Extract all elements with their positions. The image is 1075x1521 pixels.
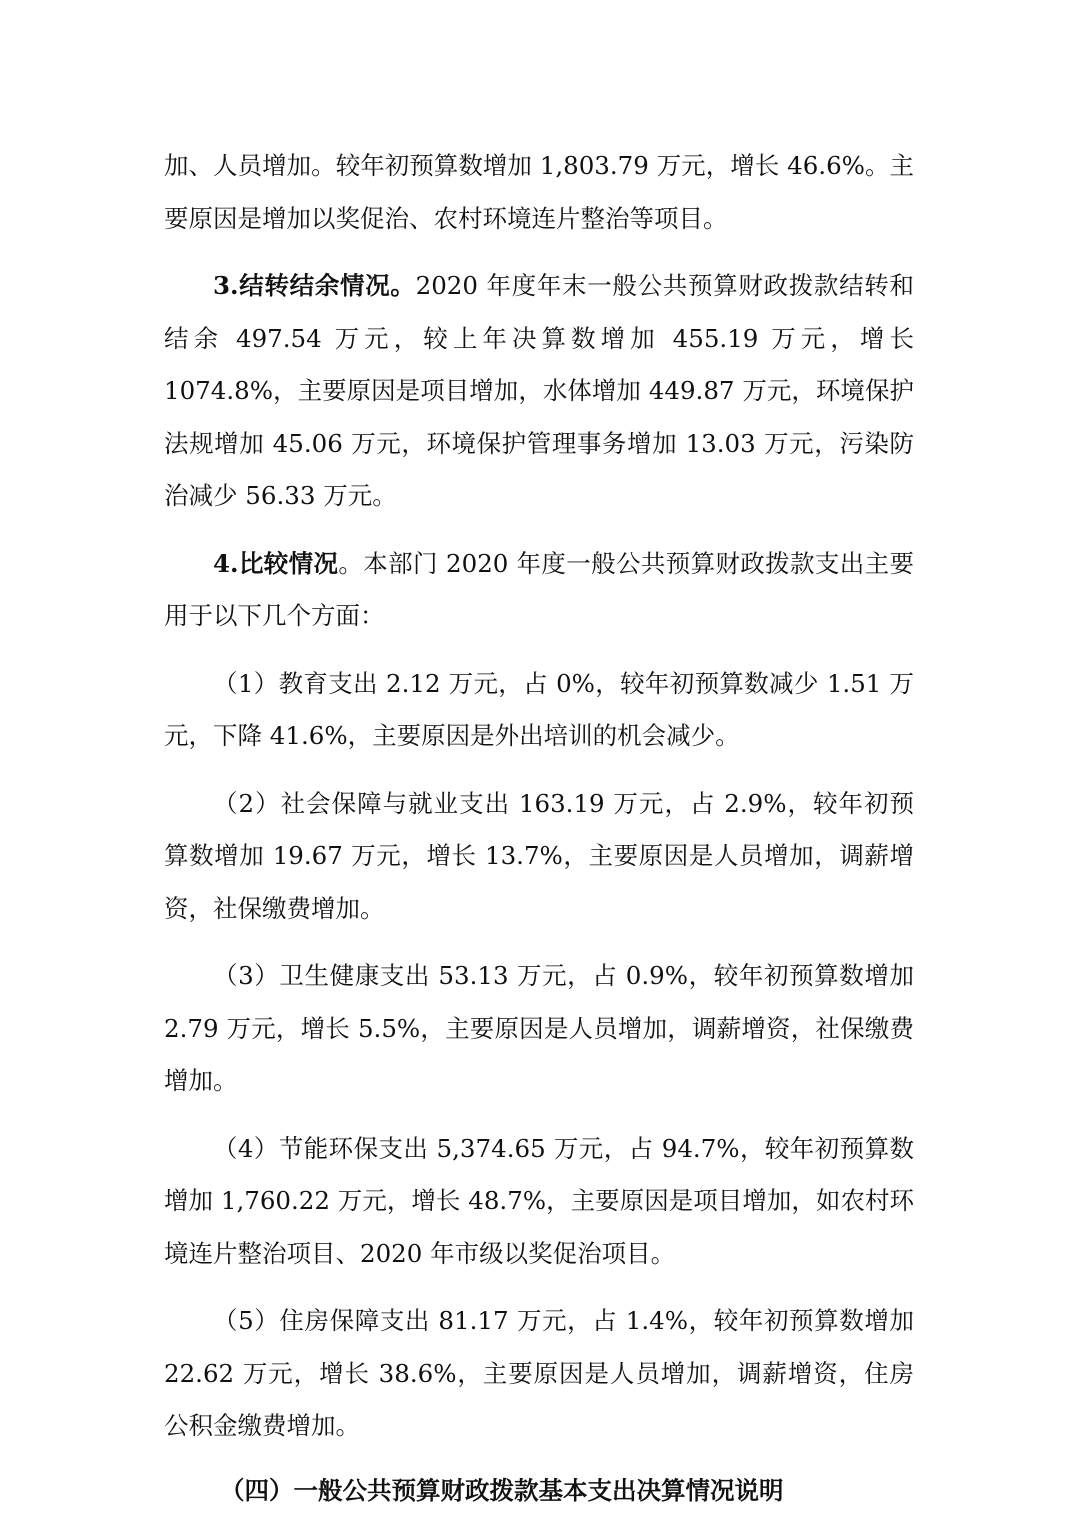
document-body <box>164 140 914 1517</box>
paragraph-lead: 4.比较情况 <box>213 548 339 578</box>
paragraph-text: 。本部门 2020 年度一般公共预算财政拨款支出主要用于以下几个方面： <box>164 548 914 630</box>
paragraph-housing <box>164 1295 914 1453</box>
paragraph-text: （5）住房保障支出 81.17 万元，占 1.4%，较年初预算数增加 22.62 万元，增长 38.6%，主要原因是人员增加，调薪增资，住房公积金缴费增加。 <box>164 1306 914 1440</box>
paragraph-carryover-balance <box>164 260 914 523</box>
paragraph-lead: 3.结转结余情况。 <box>213 271 416 300</box>
paragraph-text: 加、人员增加。较年初预算数增加 1,803.79 万元，增长 46.6%。主要原因是增加以奖促治、农村环境连片整治等项目。 <box>164 151 914 233</box>
section-heading: （四）一般公共预算财政拨款基本支出决算情况说明 <box>220 1475 784 1505</box>
paragraph-comparison <box>164 538 914 643</box>
paragraph-social-security <box>164 778 914 936</box>
paragraph-text: （3）卫生健康支出 53.13 万元，占 0.9%，较年初预算数增加 2.79 万元，增长 5.5%，主要原因是人员增加，调薪增资，社保缴费增加。 <box>164 961 914 1095</box>
paragraph-text: （4）节能环保支出 5,374.65 万元，占 94.7%，较年初预算数增加 1,760.22 万元，增长 48.7%，主要原因是项目增加，如农村环境连片整治项目、2020 年市级以奖促治项目。 <box>164 1133 914 1268</box>
paragraph-text: （1）教育支出 2.12 万元，占 0%，较年初预算数减少 1.51 万元，下降 41.6%，主要原因是外出培训的机会减少。 <box>164 668 914 750</box>
paragraph-continuation <box>164 140 914 245</box>
paragraph-text: （2）社会保障与就业支出 163.19 万元，占 2.9%，较年初预算数增加 19.67 万元，增长 13.7%，主要原因是人员增加，调薪增资，社保缴费增加。 <box>164 788 914 923</box>
paragraph-environment <box>164 1123 914 1281</box>
paragraph-health <box>164 950 914 1108</box>
paragraph-text: 2020 年度年末一般公共预算财政拨款结转和结余 497.54 万元，较上年决算数增加 455.19 万元，增长 1074.8%，主要原因是项目增加，水体增加 449.87 万元，环境保护法规增加 45.06 万元，环境保护管理事务增加 13.03 万元，污染防治减少 56.33 万元。 <box>164 271 914 510</box>
paragraph-education <box>164 658 914 763</box>
